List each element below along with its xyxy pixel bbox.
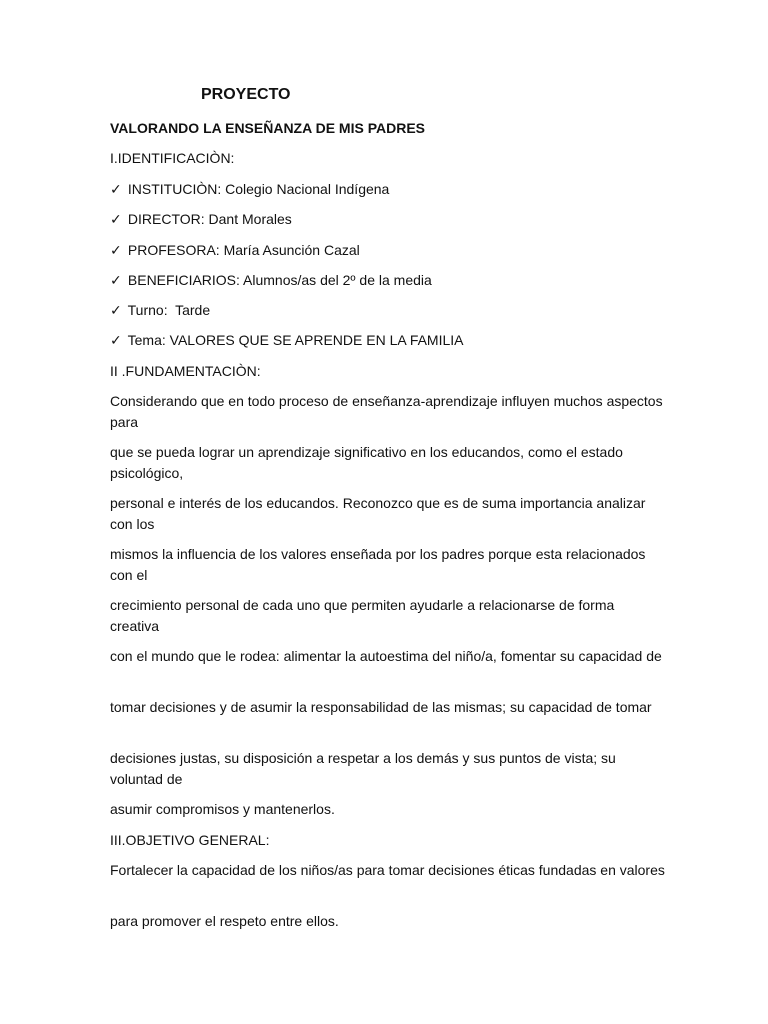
checkmark-icon: ✓ <box>110 181 122 197</box>
fundamentation-paragraph: con el mundo que le rodea: alimentar la autoestima del niño/a, fomentar su capacidad de <box>110 648 662 664</box>
project-subtitle: VALORANDO LA ENSEÑANZA DE MIS PADRES <box>110 120 426 136</box>
section-2-heading: II .FUNDAMENTACIÒN: <box>110 363 261 379</box>
fundamentation-paragraph: Considerando que en todo proceso de enseñanza-aprendizaje influyen muchos aspectos para <box>110 393 663 430</box>
identification-item-label: INSTITUCIÒN: Colegio Nacional Indígena <box>127 181 390 197</box>
fundamentation-paragraph: mismos la influencia de los valores enseñada por los padres porque esta relacionados con el <box>110 546 646 583</box>
identification-item-director <box>110 209 665 230</box>
identification-item-beneficiaries <box>110 270 665 291</box>
section-3-heading: III.OBJETIVO GENERAL: <box>110 832 270 848</box>
identification-item-label: Tema: VALORES QUE SE APRENDE EN LA FAMILIA <box>127 332 464 348</box>
checkmark-icon: ✓ <box>110 332 122 348</box>
checkmark-icon: ✓ <box>110 211 122 227</box>
document-title: PROYECTO <box>201 86 291 103</box>
fundamentation-paragraph: que se pueda lograr un aprendizaje significativo en los educandos, como el estado psicológico, <box>110 444 623 481</box>
checkmark-icon: ✓ <box>110 242 122 258</box>
identification-item-topic <box>110 330 665 351</box>
identification-item-label: Turno: Tarde <box>127 302 211 318</box>
section-1-heading: I.IDENTIFICACIÒN: <box>110 150 235 166</box>
objective-paragraph: para promover el respeto entre ellos. <box>110 913 339 929</box>
identification-item-label: PROFESORA: María Asunción Cazal <box>127 242 360 258</box>
identification-item-teacher <box>110 240 665 261</box>
objective-paragraph: Fortalecer la capacidad de los niños/as para tomar decisiones éticas fundadas en valores <box>110 862 665 878</box>
fundamentation-paragraph: decisiones justas, su disposición a respetar a los demás y sus puntos de vista; su voluntad de <box>110 750 616 787</box>
identification-item-label: BENEFICIARIOS: Alumnos/as del 2º de la media <box>127 272 432 288</box>
identification-item-label: DIRECTOR: Dant Morales <box>127 211 292 227</box>
fundamentation-paragraph: tomar decisiones y de asumir la responsabilidad de las mismas; su capacidad de tomar <box>110 699 652 715</box>
checkmark-icon: ✓ <box>110 302 122 318</box>
fundamentation-paragraph: personal e interés de los educandos. Reconozco que es de suma importancia analizar con los <box>110 495 646 532</box>
fundamentation-paragraph: crecimiento personal de cada uno que permiten ayudarle a relacionarse de forma creativa <box>110 597 615 634</box>
fundamentation-paragraph: asumir compromisos y mantenerlos. <box>110 801 335 817</box>
identification-item-institution <box>110 179 665 200</box>
identification-item-shift <box>110 300 665 321</box>
checkmark-icon: ✓ <box>110 272 122 288</box>
